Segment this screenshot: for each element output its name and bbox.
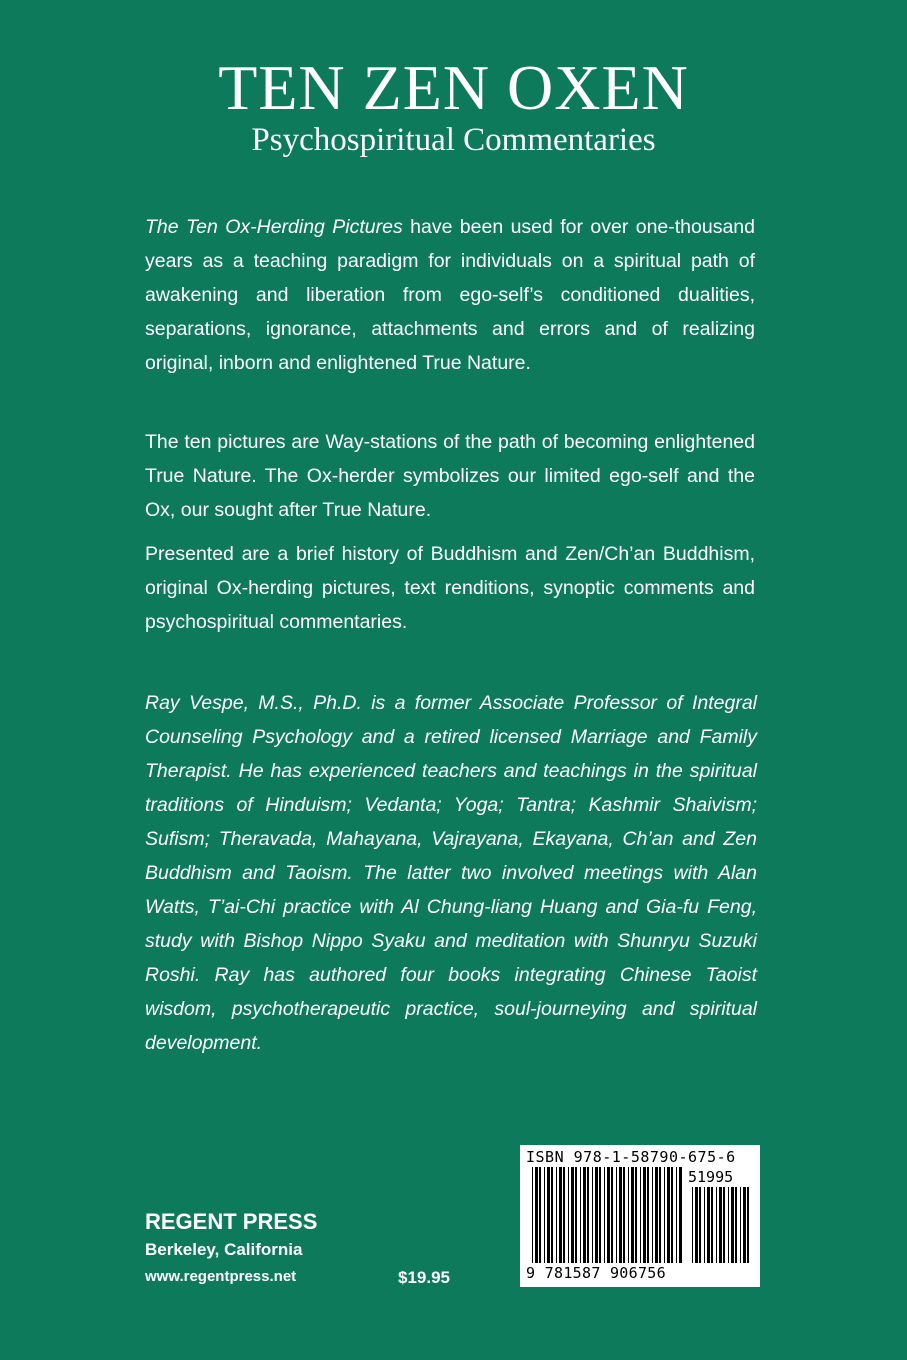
price: $19.95 [398,1268,450,1287]
barcode-bar [664,1167,665,1263]
barcode-bar [563,1167,565,1263]
barcode-bar [539,1167,541,1263]
barcode-bar [592,1167,593,1263]
barcode-bar [711,1187,713,1263]
barcode-bar [623,1167,625,1263]
barcode-bar [551,1167,553,1263]
barcode-bar [647,1167,649,1263]
blurb-paragraph-1 [145,210,755,380]
addon-barcode-bars [692,1187,754,1263]
publisher-city: Berkeley, California [145,1240,303,1259]
barcode-bar [655,1167,658,1263]
barcode-bar [544,1167,545,1263]
barcode-bar [679,1167,682,1263]
barcode-bar [599,1167,601,1263]
barcode-bar [556,1167,557,1263]
barcode-bar [740,1187,741,1263]
ean-barcode-bars [532,1167,682,1263]
barcode-box [520,1145,760,1287]
barcode-bar [580,1167,581,1263]
barcode-bar [571,1167,574,1263]
barcode-bar [667,1167,670,1263]
barcode-bar [568,1167,569,1263]
barcode-bar [743,1187,746,1263]
barcode-bar [532,1167,533,1263]
barcode-bar [704,1187,705,1263]
barcode-bar [692,1187,693,1263]
barcode-bar [731,1187,734,1263]
barcode-bar [676,1167,677,1263]
barcode-bar [604,1167,605,1263]
author-bio: Ray Vespe, M.S., Ph.D. is a former Associate Professor of Integral Counseling Psychology and a retired licensed Marriage and Family Therapist. He has experienced teachers and teachings in the spiritual traditions of Hinduism; Vedanta; Yoga; Tantra; Kashmir Shaivism; Sufism; Theravada, Mahayana, Vajrayana, Ekayana, Ch’an and Zen Buddhism and Taoism. The latter two involved meetings with Alan Watts, T’ai-Chi practice with Al Chung-liang Huang and Gia-fu Feng, study with Bishop Nippo Syaku and meditation with Shunryu Suzuki Roshi. Ray has authored four books integrating Chinese Taoist wisdom, psychotherapeutic practice, soul-journeying and spiritual development. [145,692,757,1054]
isbn-label: ISBN 978-1-58790-675-6 [526,1148,736,1166]
barcode-bar [611,1167,613,1263]
barcode-bar [747,1187,749,1263]
book-subtitle: Psychospiritual Commentaries [251,122,656,158]
blurb-paragraph-3: Presented are a brief history of Buddhism and Zen/Ch’an Buddhism, original Ox-herding pictures, text renditions, synoptic comments and psychospiritual commentaries. [145,543,755,633]
barcode-bar [735,1187,737,1263]
barcode-bar [635,1167,637,1263]
blurb-paragraph-1-text: have been used for over one-thousand years as a teaching paradigm for individuals on a spiritual path of awakening and liberation from ego-self’s conditioned dualities, separations, ignorance, attachments and errors and of realizing original, inborn and enlightened True Nature. [145,216,755,374]
barcode-bar [559,1167,562,1263]
barcode-bar [616,1167,617,1263]
price-addon-code: 51995 [688,1168,734,1186]
barcode-bar [659,1167,661,1263]
barcode-bar [628,1167,629,1263]
barcode-bar [535,1167,538,1263]
barcode-bar [547,1167,550,1263]
barcode-bar [595,1167,598,1263]
publisher-url: www.regentpress.net [145,1268,297,1285]
blurb-book-reference: The Ten Ox-Herding Pictures [145,216,403,238]
barcode-bar [587,1167,589,1263]
barcode-bar [575,1167,577,1263]
barcode-bar [583,1167,586,1263]
barcode-bar [707,1187,710,1263]
barcode-bar [619,1167,622,1263]
barcode-bar [716,1187,717,1263]
ean-digits: 9 781587 906756 [526,1264,666,1282]
barcode-bar [631,1167,634,1263]
barcode-bar [640,1167,641,1263]
barcode-bar [728,1187,729,1263]
barcode-bar [695,1187,698,1263]
barcode-bar [643,1167,646,1263]
barcode-bar [607,1167,610,1263]
barcode-bar [723,1187,725,1263]
barcode-bar [671,1167,673,1263]
blurb-paragraph-2: The ten pictures are Way-stations of the path of becoming enlightened True Nature. The Ox-herder symbolizes our limited ego-self and the Ox, our sought after True Nature. [145,431,755,521]
barcode-bar [652,1167,653,1263]
publisher-name: REGENT PRESS [145,1209,318,1234]
book-title: TEN ZEN OXEN [218,52,689,123]
barcode-bar [699,1187,701,1263]
barcode-bar [719,1187,722,1263]
